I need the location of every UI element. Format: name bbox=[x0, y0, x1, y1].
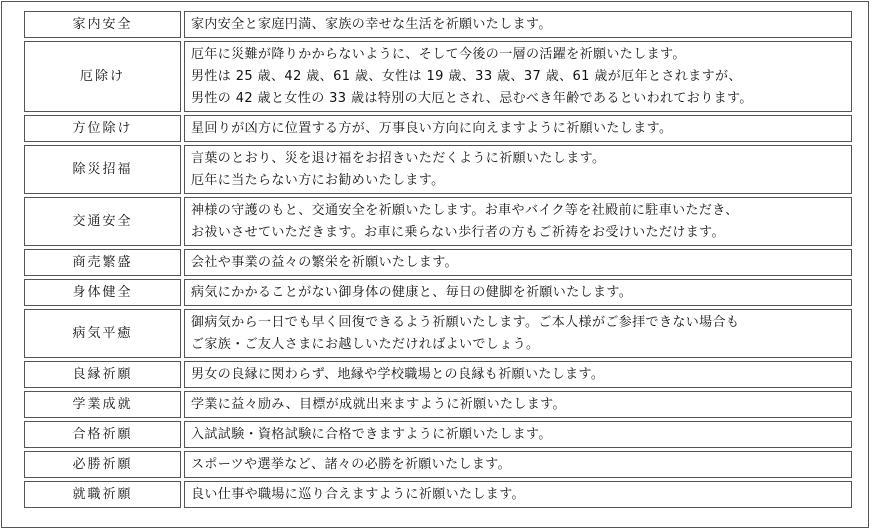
row-description: 家内安全と家庭円満、家族の幸せな生活を祈願いたします。 bbox=[184, 11, 852, 38]
row-description: 厄年に災難が降りかからないように、そして今後の一層の活躍を祈願いたします。 男性は 25 歳、42 歳、61 歳、女性は 19 歳、33 歳、37 歳、61 歳が厄年とされますが、 男性の 42 歳と女性の 33 歳は特別の大厄とされ、忌むべき年齢であるといわれております。 bbox=[184, 41, 852, 112]
table-row bbox=[24, 11, 852, 38]
table-row bbox=[24, 145, 852, 194]
row-description: 御病気から一日でも早く回復できるよう祈願いたします。ご本人様がご参拝できない場合も ご家族・ご友人さまにお越しいただければよいでしょう。 bbox=[184, 309, 852, 358]
row-description: 良い仕事や職場に巡り合えますように祈願いたします。 bbox=[184, 481, 852, 508]
row-label: 病気平癒 bbox=[24, 309, 181, 358]
row-label: 学業成就 bbox=[24, 391, 181, 418]
row-description: 病気にかかることがない御身体の健康と、毎日の健脚を祈願いたします。 bbox=[184, 279, 852, 306]
table-row bbox=[24, 421, 852, 448]
row-label: 方位除け bbox=[24, 115, 181, 142]
row-label: 就職祈願 bbox=[24, 481, 181, 508]
table-row bbox=[24, 41, 852, 112]
row-label: 家内安全 bbox=[24, 11, 181, 38]
row-label: 身体健全 bbox=[24, 279, 181, 306]
table-row bbox=[24, 279, 852, 306]
row-description: スポーツや選挙など、諸々の必勝を祈願いたします。 bbox=[184, 451, 852, 478]
table-row bbox=[24, 249, 852, 276]
table-row bbox=[24, 481, 852, 508]
table-row bbox=[24, 309, 852, 358]
table-row bbox=[24, 361, 852, 388]
row-description: 会社や事業の益々の繁栄を祈願いたします。 bbox=[184, 249, 852, 276]
table-row bbox=[24, 115, 852, 142]
row-label: 必勝祈願 bbox=[24, 451, 181, 478]
row-label: 商売繁盛 bbox=[24, 249, 181, 276]
row-label: 除災招福 bbox=[24, 145, 181, 194]
table-row bbox=[24, 391, 852, 418]
row-description: 学業に益々励み、目標が成就出来ますように祈願いたします。 bbox=[184, 391, 852, 418]
row-description: 入試試験・資格試験に合格できますように祈願いたします。 bbox=[184, 421, 852, 448]
row-label: 合格祈願 bbox=[24, 421, 181, 448]
row-description: 神様の守護のもと、交通安全を祈願いたします。お車やバイク等を社殿前に駐車いただき、 お祓いさせていただきます。お車に乗らない歩行者の方もご祈祷をお受けいただけます。 bbox=[184, 197, 852, 246]
prayer-table bbox=[24, 11, 852, 511]
row-label: 交通安全 bbox=[24, 197, 181, 246]
page-frame bbox=[1, 1, 869, 528]
row-description: 星回りが凶方に位置する方が、万事良い方向に向えますように祈願いたします。 bbox=[184, 115, 852, 142]
row-label: 良縁祈願 bbox=[24, 361, 181, 388]
table-row bbox=[24, 451, 852, 478]
row-description: 男女の良縁に関わらず、地縁や学校職場との良縁も祈願いたします。 bbox=[184, 361, 852, 388]
row-label: 厄除け bbox=[24, 41, 181, 112]
row-description: 言葉のとおり、災を退け福をお招きいただくように祈願いたします。 厄年に当たらない方にお勧めいたします。 bbox=[184, 145, 852, 194]
table-row bbox=[24, 197, 852, 246]
